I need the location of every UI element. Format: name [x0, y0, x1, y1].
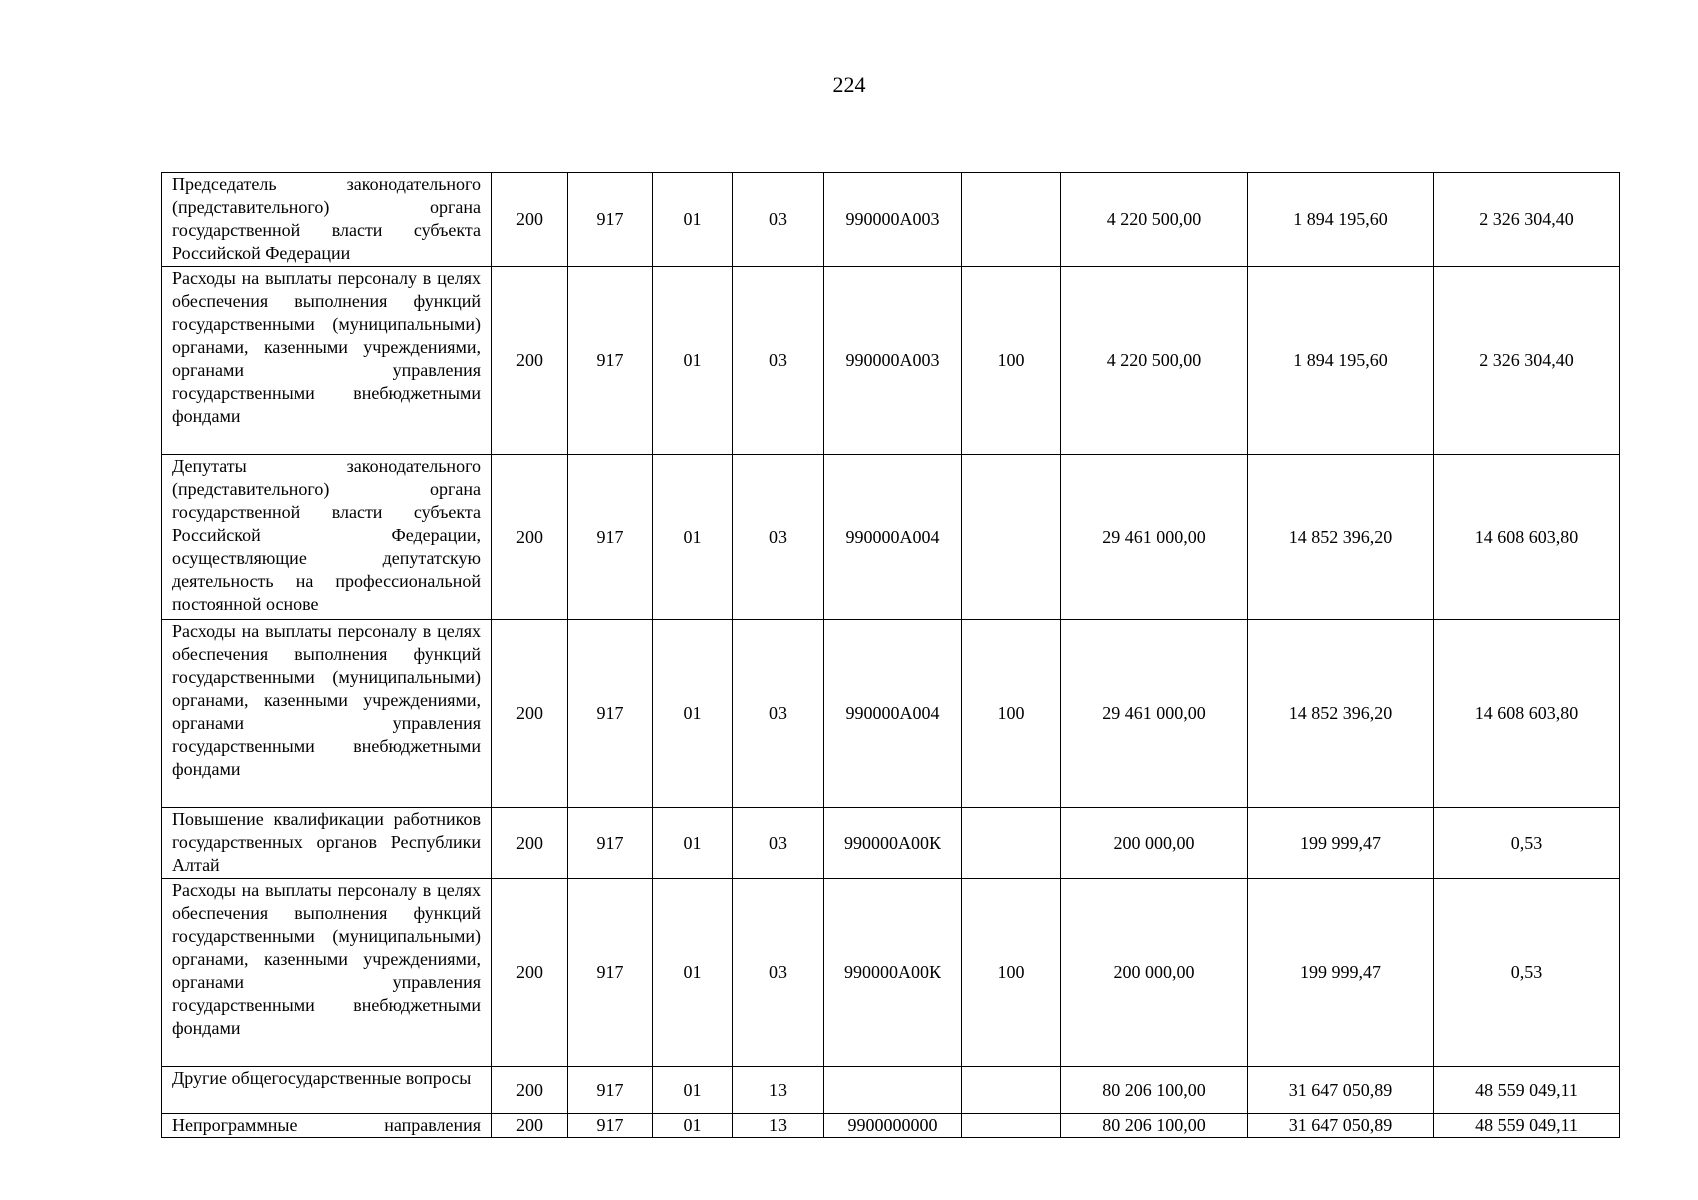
executed-amount-cell: 14 852 396,20 [1248, 620, 1434, 808]
remaining-amount-cell: 48 559 049,11 [1434, 1114, 1620, 1138]
table-row [162, 173, 1620, 267]
admin-code-cell: 200 [492, 879, 568, 1067]
budget-table [161, 172, 1620, 1138]
admin-code-cell: 200 [492, 808, 568, 879]
table-row [162, 879, 1620, 1067]
executed-amount-cell: 14 852 396,20 [1248, 455, 1434, 620]
expense-type-cell: 100 [962, 879, 1061, 1067]
row-name-cell: Непрограммные направления [162, 1114, 492, 1138]
subsection-code-cell: 03 [733, 267, 824, 455]
row-name-cell: Расходы на выплаты персоналу в целях обеспечения выполнения функций государственными (муниципальными) органами, казенными учреждениями, органами управления государственными внебюджетными фондами [162, 620, 492, 808]
plan-amount-cell: 4 220 500,00 [1061, 173, 1248, 267]
subsection-code-cell: 03 [733, 879, 824, 1067]
plan-amount-cell: 80 206 100,00 [1061, 1067, 1248, 1114]
admin-code-cell: 200 [492, 620, 568, 808]
expense-type-cell: 100 [962, 267, 1061, 455]
grbs-code-cell: 917 [568, 455, 653, 620]
grbs-code-cell: 917 [568, 173, 653, 267]
subsection-code-cell: 03 [733, 173, 824, 267]
table-row [162, 455, 1620, 620]
expense-type-cell [962, 1114, 1061, 1138]
row-name-cell: Повышение квалификации работников государственных органов Республики Алтай [162, 808, 492, 879]
table-row [162, 1067, 1620, 1114]
row-name-cell: Расходы на выплаты персоналу в целях обеспечения выполнения функций государственными (муниципальными) органами, казенными учреждениями, органами управления государственными внебюджетными фондами [162, 879, 492, 1067]
section-code-cell: 01 [653, 1067, 733, 1114]
plan-amount-cell: 29 461 000,00 [1061, 620, 1248, 808]
plan-amount-cell: 4 220 500,00 [1061, 267, 1248, 455]
plan-amount-cell: 80 206 100,00 [1061, 1114, 1248, 1138]
plan-amount-cell: 200 000,00 [1061, 808, 1248, 879]
executed-amount-cell: 1 894 195,60 [1248, 267, 1434, 455]
row-name-cell: Председатель законодательного (представительного) органа государственной власти субъекта Российской Федерации [162, 173, 492, 267]
grbs-code-cell: 917 [568, 267, 653, 455]
target-article-cell [824, 1067, 962, 1114]
admin-code-cell: 200 [492, 1067, 568, 1114]
remaining-amount-cell: 2 326 304,40 [1434, 267, 1620, 455]
executed-amount-cell: 199 999,47 [1248, 879, 1434, 1067]
target-article-cell: 990000А004 [824, 455, 962, 620]
executed-amount-cell: 199 999,47 [1248, 808, 1434, 879]
section-code-cell: 01 [653, 808, 733, 879]
table-row [162, 1114, 1620, 1138]
section-code-cell: 01 [653, 620, 733, 808]
remaining-amount-cell: 48 559 049,11 [1434, 1067, 1620, 1114]
section-code-cell: 01 [653, 455, 733, 620]
executed-amount-cell: 1 894 195,60 [1248, 173, 1434, 267]
executed-amount-cell: 31 647 050,89 [1248, 1114, 1434, 1138]
section-code-cell: 01 [653, 1114, 733, 1138]
table-row [162, 267, 1620, 455]
remaining-amount-cell: 2 326 304,40 [1434, 173, 1620, 267]
remaining-amount-cell: 14 608 603,80 [1434, 620, 1620, 808]
expense-type-cell [962, 173, 1061, 267]
target-article-cell: 990000А003 [824, 173, 962, 267]
row-name-cell: Другие общегосударственные вопросы [162, 1067, 492, 1114]
section-code-cell: 01 [653, 267, 733, 455]
grbs-code-cell: 917 [568, 1114, 653, 1138]
expense-type-cell [962, 1067, 1061, 1114]
remaining-amount-cell: 0,53 [1434, 879, 1620, 1067]
expense-type-cell [962, 808, 1061, 879]
target-article-cell: 9900000000 [824, 1114, 962, 1138]
row-name-cell: Расходы на выплаты персоналу в целях обеспечения выполнения функций государственными (муниципальными) органами, казенными учреждениями, органами управления государственными внебюджетными фондами [162, 267, 492, 455]
admin-code-cell: 200 [492, 1114, 568, 1138]
page-number: 224 [832, 72, 866, 97]
grbs-code-cell: 917 [568, 1067, 653, 1114]
subsection-code-cell: 03 [733, 808, 824, 879]
target-article-cell: 990000А00К [824, 879, 962, 1067]
plan-amount-cell: 200 000,00 [1061, 879, 1248, 1067]
table-row [162, 620, 1620, 808]
row-name-cell: Депутаты законодательного (представительного) органа государственной власти субъекта Российской Федерации, осуществляющие депутатскую деятельность на профессиональной постоянной основе [162, 455, 492, 620]
target-article-cell: 990000А00К [824, 808, 962, 879]
admin-code-cell: 200 [492, 173, 568, 267]
target-article-cell: 990000А003 [824, 267, 962, 455]
target-article-cell: 990000А004 [824, 620, 962, 808]
expense-type-cell: 100 [962, 620, 1061, 808]
remaining-amount-cell: 0,53 [1434, 808, 1620, 879]
grbs-code-cell: 917 [568, 620, 653, 808]
subsection-code-cell: 13 [733, 1114, 824, 1138]
admin-code-cell: 200 [492, 455, 568, 620]
subsection-code-cell: 03 [733, 620, 824, 808]
executed-amount-cell: 31 647 050,89 [1248, 1067, 1434, 1114]
section-code-cell: 01 [653, 879, 733, 1067]
subsection-code-cell: 03 [733, 455, 824, 620]
admin-code-cell: 200 [492, 267, 568, 455]
grbs-code-cell: 917 [568, 808, 653, 879]
table-row [162, 808, 1620, 879]
section-code-cell: 01 [653, 173, 733, 267]
remaining-amount-cell: 14 608 603,80 [1434, 455, 1620, 620]
plan-amount-cell: 29 461 000,00 [1061, 455, 1248, 620]
subsection-code-cell: 13 [733, 1067, 824, 1114]
expense-type-cell [962, 455, 1061, 620]
grbs-code-cell: 917 [568, 879, 653, 1067]
